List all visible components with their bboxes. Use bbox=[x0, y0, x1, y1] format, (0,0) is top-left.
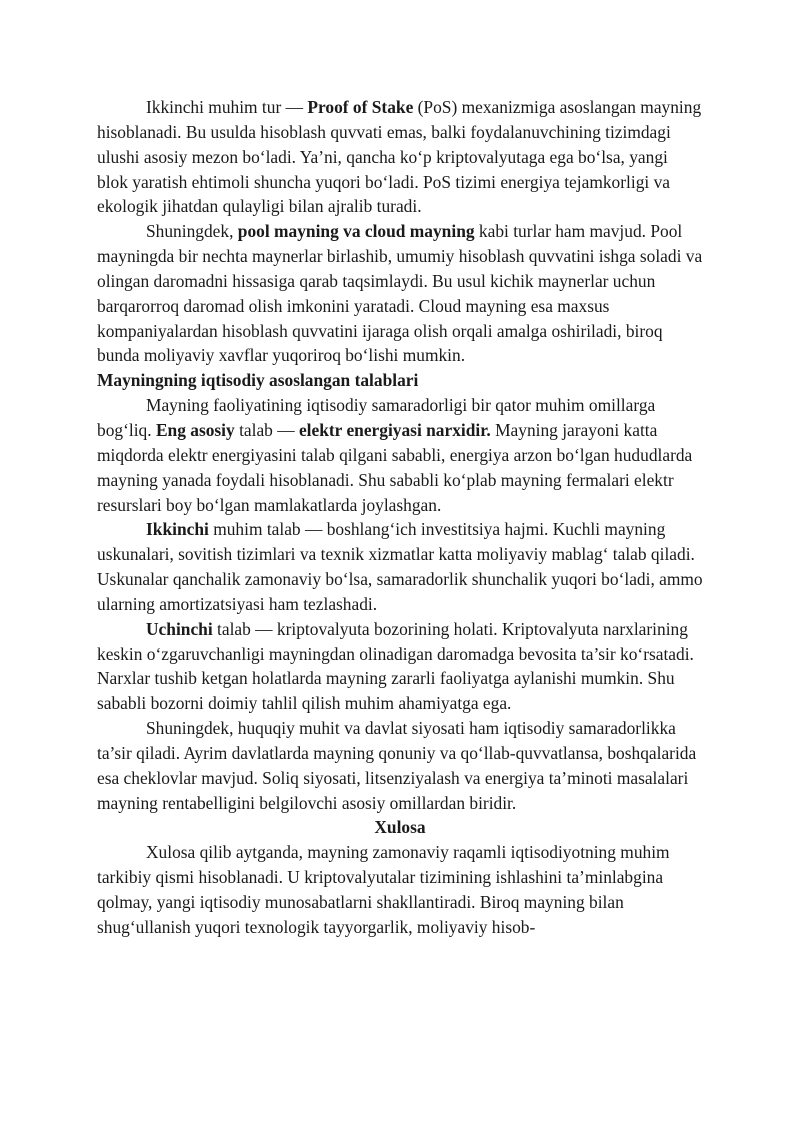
text-run: talab — bbox=[234, 419, 299, 440]
text-run: Mayning faoliyatining iqtisodiy samaradorligi bir qator muhim omillarga bog‘liq. bbox=[97, 395, 656, 440]
text-run: kabi turlar ham mavjud. Pool mayningda bir nechta maynerlar birlashib, umumiy hisoblash quvvatini ishga soladi va olingan daromadni hissasiga qarab taqsimlaydi. Bu usul kichik maynerlar uchun barqarorroq daromad olish imkonini yaratadi. Cloud mayning esa maxsus kompaniyalardan hisoblash quvvatini ijaraga olish orqali amalga oshiriladi, biroq bunda moliyaviy xavflar yuqoriroq bo‘lishi mumkin. bbox=[97, 221, 703, 366]
bold-term-main: Eng asosiy bbox=[155, 419, 235, 440]
text-run: (PoS) mexanizmiga asoslangan mayning hisoblanadi. Bu usulda hisoblash quvvati emas, balki foydalanuvchining tizimdagi ulushi asosiy mezon bo‘ladi. Ya’ni, qancha ko‘p kriptovalyutaga ega bo‘lsa, yangi blok yaratish ehtimoli shuncha yuqori bo‘ladi. PoS tizimi energiya tejamkorligi va ekologik jihatdan qulayligi bilan ajralib turadi. bbox=[97, 97, 702, 217]
paragraph-conclusion: Xulosa qilib aytganda, mayning zamonaviy raqamli iqtisodiyotning muhim tarkibiy qismi hisoblanadi. U kriptovalyutalar tizimining ishlashini ta’minlabgina qolmay, yangi iqtisodiy munosabatlarni shakllantiradi. Biroq mayning bilan shug‘ullanish yuqori texnologik tayyorgarlik, moliyaviy hisob- bbox=[97, 842, 670, 937]
paragraph-pool-cloud-mining bbox=[97, 219, 703, 368]
section-heading-conclusion: Xulosa bbox=[374, 817, 426, 838]
paragraph-market-state bbox=[97, 617, 703, 716]
bold-term-pool-cloud: pool mayning va cloud mayning bbox=[237, 221, 475, 242]
paragraph-legal-environment: Shuningdek, huquqiy muhit va davlat siyosati ham iqtisodiy samaradorlikka ta’sir qiladi. Ayrim davlatlarda mayning qonuniy va qo‘llab-quvvatlansa, boshqalarida esa cheklovlar mavjud. Soliq siyosati, litsenziyalash va energiya ta’minoti masalalari mayning rentabelligini belgilovchi asosiy omillardan biridir. bbox=[97, 718, 697, 813]
bold-term-proof-of-stake: Proof of Stake bbox=[307, 97, 414, 117]
text-run: Ikkinchi muhim tur — bbox=[146, 97, 308, 117]
paragraph-proof-of-stake bbox=[97, 95, 703, 219]
document-page bbox=[97, 95, 703, 940]
bold-term-electricity: elektr energiyasi narxidir. bbox=[298, 419, 491, 440]
bold-term-second: Ikkinchi bbox=[146, 519, 209, 540]
text-run: Mayning jarayoni katta miqdorda elektr energiyasini talab qilgani sababli, energiya arzon bo‘lgan hududlarda mayning yanada foydali hisoblanadi. Shu sababli ko‘plab mayning fermalari elektr resurslari boy bo‘lgan mamlakatlarda joylashgan. bbox=[97, 419, 693, 515]
text-run: muhim talab — boshlang‘ich investitsiya hajmi. Kuchli mayning uskunalari, sovitish tizimlari va texnik xizmatlar katta moliyaviy mablag‘ talab qiladi. Uskunalar qanchalik zamonaviy bo‘lsa, samaradorlik shunchalik yuqori bo‘ladi, ammo ularning amortizatsiyasi ham tezlashadi. bbox=[97, 519, 703, 614]
text-run: talab — kriptovalyuta bozorining holati. Kriptovalyuta narxlarining keskin o‘zgaruvchanligi mayningdan olinadigan daromadga bevosita ta’sir ko‘rsatadi. Narxlar tushib ketgan holatlarda mayning zararli faoliyatga aylanishi mumkin. Shu sababli bozorni doimiy tahlil qilish muhim ahamiyatga ega. bbox=[97, 618, 694, 714]
section-heading-economic-requirements: Mayningning iqtisodiy asoslangan talablari bbox=[97, 370, 419, 391]
paragraph-electricity-price bbox=[97, 393, 703, 517]
text-run: Shuningdek, bbox=[146, 221, 238, 242]
paragraph-initial-investment bbox=[97, 517, 703, 616]
bold-term-third: Uchinchi bbox=[146, 618, 213, 639]
